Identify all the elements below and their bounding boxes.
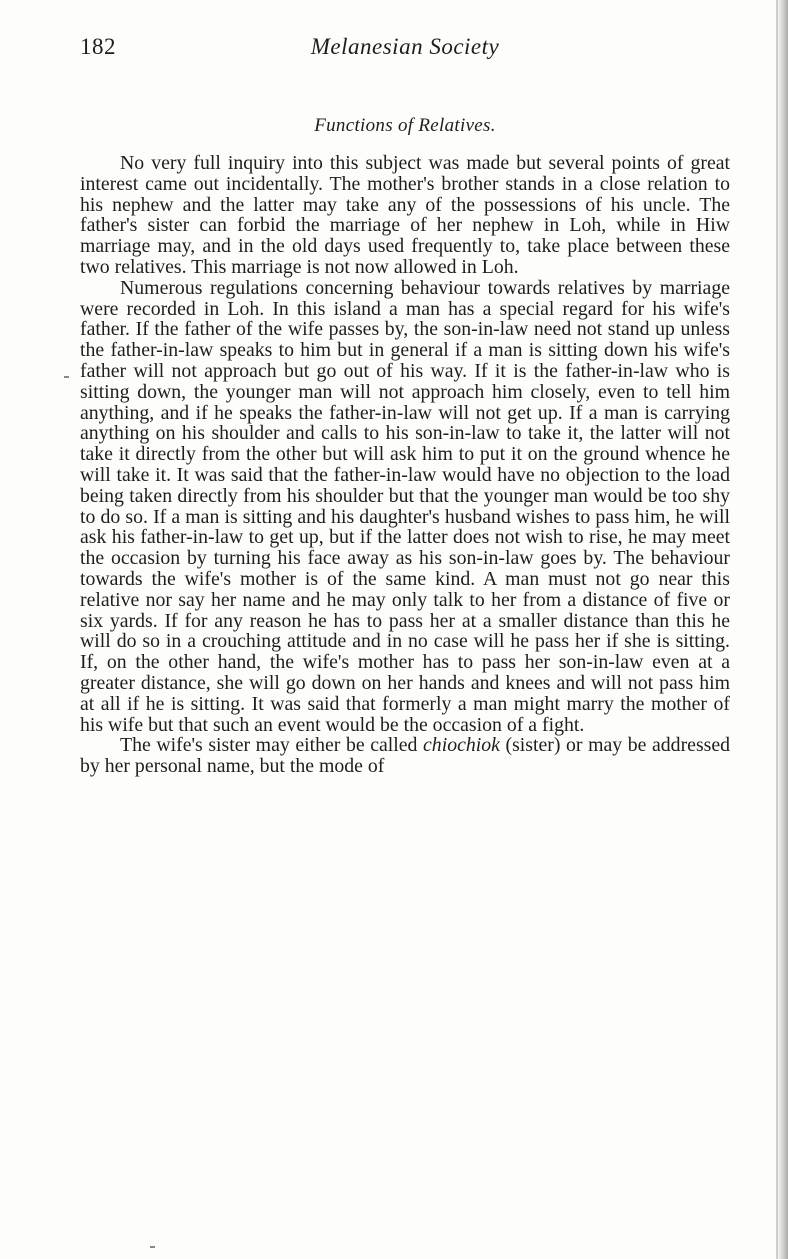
native-term: chiochiok — [423, 734, 500, 757]
paragraph-2: Numerous regulations concerning behaviour towards relatives by marriage were recorded in Loh. In this island a man has a special regard for his wife's father. If the father of the wife passes by, the son-in-law need not stand up unless the father-in-law speaks to him but in general if a man is sitting down his wife's father will not approach but go out of his way. If it is the father-in-law who is sitting down, the younger man will not approach him closely, even to tell him anything, and if he speaks the father-in-law will not get up. If a man is carrying anything on his shoulder and calls to his son-in-law to take it, the latter will not take it directly from the other but will ask him to put it on the ground whence he will take it. It was said that the father-in-law would have no objection to the load being taken directly from his shoulder but that the younger man would be too shy to do so. If a man is sitting and his daughter's husband wishes to pass him, he will ask his father-in-law to get up, but if the latter does not wish to rise, he may meet the occasion by turning his face away as his son-in-law goes by. The behaviour towards the wife's mother is of the same kind. A man must not go near this relative nor say her name and he may only talk to her from a distance of five or six yards. If for any reason he has to pass her at a smaller distance than this he will do so in a crouching attitude and in no case will he pass her if she is sitting. If, on the other hand, the wife's mother has to pass her son-in-law even at a greater distance, she will go down on her hands and knees and will not pass him at all if he is sitting. It was said that formerly a man might marry the mother of his wife but that such an event would be the occasion of a fight. — [80, 276, 730, 736]
section-heading: Functions of Relatives. — [314, 115, 496, 136]
paragraph-3-text-start: The wife's sister may either be called — [120, 734, 424, 757]
bottom-mark — [150, 1246, 155, 1248]
body-text — [80, 153, 730, 777]
paragraph-3 — [80, 735, 730, 777]
paragraph-1: No very full inquiry into this subject was made but several points of great interest came out incidentally. The mother's brother stands in a close relation to his nephew and the latter may take any of the possessions of his uncle. The father's sister can forbid the marriage of her nephew in Loh, while in Hiw marriage may, and in the old days used frequently to, take place between these two relatives. This marriage is not now allowed in Loh. — [80, 152, 730, 278]
page-number: 182 — [80, 34, 116, 59]
book-page-edge — [778, 0, 788, 1259]
margin-mark — [64, 376, 69, 378]
paragraph-3-text-end: (sister) or may be addressed by her personal name, but the mode of — [80, 734, 731, 778]
running-title: Melanesian Society — [310, 34, 500, 59]
page-header — [80, 34, 730, 68]
